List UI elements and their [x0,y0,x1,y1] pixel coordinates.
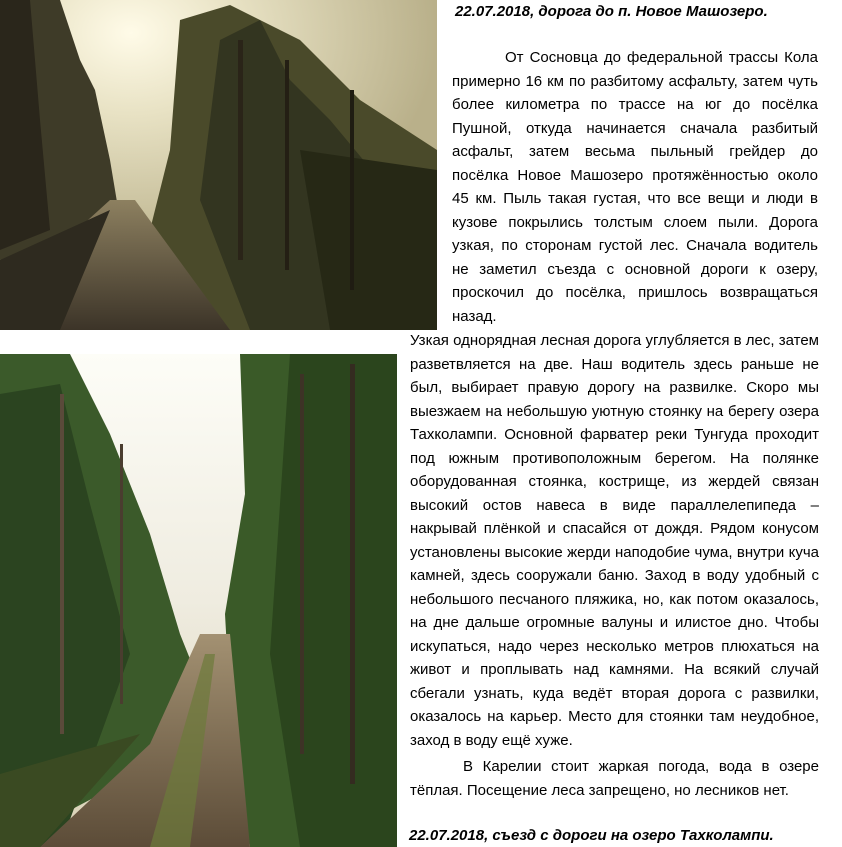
top-photo-caption: 22.07.2018, дорога до п. Новое Машозеро. [455,3,768,20]
bottom-photo-caption: 22.07.2018, съезд с дороги на озеро Тахколампи. [409,827,774,844]
paragraph-1: От Сосновца до федеральной трассы Кола примерно 16 км по разбитому асфальту, затем чуть более километра по трассе на юг до посёлка Пушной, откуда начинается сначала разбитый асфальт, затем весьма пыльный грейдер до посёлка Новое Машозеро протяжённостью около 45 км. Пыль такая густая, что все вещи и люди в кузове покрылись толстым слоем пыли. Дорога узкая, по сторонам густой лес. Сначала водитель не заметил съезда с основной дороги к озеру, проскочил до посёлка, пришлось возвращаться назад. [452,49,818,325]
paragraph-2: Узкая однорядная лесная дорога углубляется в лес, затем разветвляется на две. Наш водитель здесь раньше не был, выбирает правую дорогу на развилке. Скоро мы выезжаем на небольшую уютную стоянку на берегу озера Тахколампи. Основной фарватер реки Тунгуда проходит под южным противоположным берегом. На полянке оборудованная стоянка, кострище, из жердей связан высокий остов навеса в виде параллелепипеда – накрывай плёнкой и спасайся от дождя. Рядом конусом установлены высокие жерди наподобие чума, внутри куча камней, здесь сооружали баню. Заход в воду удобный с небольшого песчаного пляжика, но, как потом оказалось, на дне дальше огромные валуны и илистое дно. Чтобы искупаться, надо через несколько метров плюхаться на живот и проплывать над камнями. На всякий случай сбегали узнать, куда ведёт вторая дорога с развилки, оказалось на карьер. Место для стоянки там неудобное, заход в воду ещё хуже. [410,332,819,749]
forest-road-photo [0,0,437,330]
paragraph-3: В Карелии стоит жаркая погода, вода в озере тёплая. Посещение леса запрещено, но лесников нет. [410,758,819,799]
